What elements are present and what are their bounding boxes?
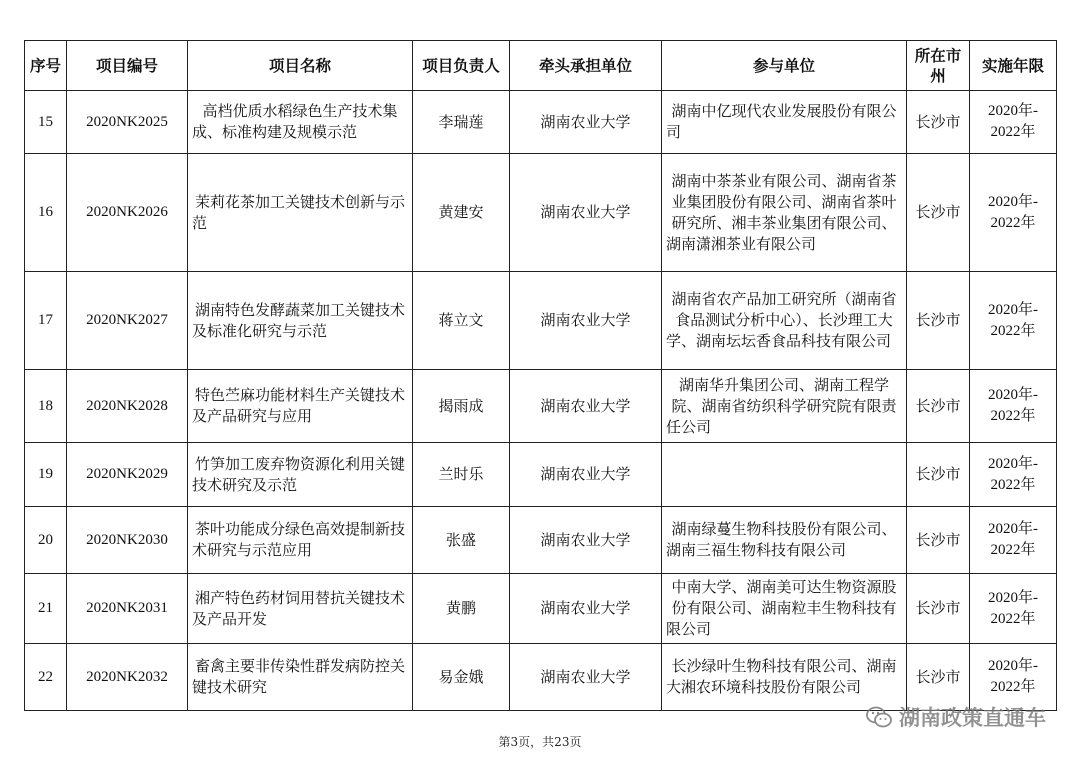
header-partners: 参与单位 — [662, 41, 907, 91]
cell-city: 长沙市 — [907, 272, 970, 370]
table-row — [25, 272, 1057, 370]
cell-city: 长沙市 — [907, 443, 970, 507]
cell-name: 特色苎麻功能材料生产关键技术及产品研究与应用 — [188, 370, 413, 443]
cell-city: 长沙市 — [907, 91, 970, 154]
cell-index: 18 — [25, 370, 67, 443]
period-start: 2020年- — [988, 193, 1038, 210]
header-code: 项目编号 — [67, 41, 188, 91]
header-period: 实施年限 — [970, 41, 1057, 91]
table-row — [25, 574, 1057, 644]
period-end: 2022年 — [990, 476, 1036, 493]
period-start: 2020年- — [988, 103, 1038, 119]
watermark-text: 湖南政策直通车 — [899, 706, 1046, 730]
cell-code: 2020NK2031 — [67, 574, 188, 644]
cell-leader: 李瑞莲 — [413, 91, 510, 154]
period-start: 2020年- — [988, 455, 1038, 472]
cell-period — [970, 644, 1057, 711]
period-start: 2020年- — [988, 589, 1038, 606]
cell-lead-unit: 湖南农业大学 — [510, 91, 662, 154]
header-row — [25, 41, 1057, 91]
period-end: 2022年 — [990, 124, 1036, 140]
cell-lead-unit: 湖南农业大学 — [510, 443, 662, 507]
cell-partners: 中南大学、湖南美可达生物资源股份有限公司、湖南粒丰生物科技有限公司 — [662, 574, 907, 644]
cell-period — [970, 507, 1057, 574]
cell-lead-unit: 湖南农业大学 — [510, 644, 662, 711]
cell-partners: 湖南省农产品加工研究所（湖南省食品测试分析中心）、长沙理工大学、湖南坛坛香食品科技有限公司 — [662, 272, 907, 370]
header-city: 所在市州 — [907, 41, 970, 91]
period-end: 2022年 — [990, 610, 1036, 627]
table-row — [25, 507, 1057, 574]
cell-code: 2020NK2029 — [67, 443, 188, 507]
cell-index: 19 — [25, 443, 67, 507]
cell-city: 长沙市 — [907, 507, 970, 574]
cell-city: 长沙市 — [907, 574, 970, 644]
cell-lead-unit: 湖南农业大学 — [510, 574, 662, 644]
cell-city: 长沙市 — [907, 644, 970, 711]
table-row — [25, 370, 1057, 443]
cell-lead-unit: 湖南农业大学 — [510, 507, 662, 574]
table-row — [25, 443, 1057, 507]
cell-partners: 湖南华升集团公司、湖南工程学院、湖南省纺织科学研究院有限责任公司 — [662, 370, 907, 443]
cell-index: 17 — [25, 272, 67, 370]
cell-code: 2020NK2027 — [67, 272, 188, 370]
cell-leader: 兰时乐 — [413, 443, 510, 507]
header-name: 项目名称 — [188, 41, 413, 91]
cell-name: 竹笋加工废弃物资源化利用关键技术研究及示范 — [188, 443, 413, 507]
cell-name: 茶叶功能成分绿色高效提制新技术研究与示范应用 — [188, 507, 413, 574]
cell-lead-unit: 湖南农业大学 — [510, 272, 662, 370]
period-end: 2022年 — [990, 408, 1036, 424]
table-row — [25, 91, 1057, 154]
period-end: 2022年 — [990, 679, 1036, 695]
cell-period — [970, 154, 1057, 272]
cell-code: 2020NK2028 — [67, 370, 188, 443]
cell-period — [970, 91, 1057, 154]
cell-index: 15 — [25, 91, 67, 154]
header-index: 序号 — [25, 41, 67, 91]
table-row — [25, 154, 1057, 272]
wechat-icon — [865, 705, 893, 729]
cell-partners: 湖南中茶茶业有限公司、湖南省茶业集团股份有限公司、湖南省茶叶研究所、湘丰茶业集团有限公司、湖南潇湘茶业有限公司 — [662, 154, 907, 272]
projects-table — [24, 40, 1057, 711]
cell-lead-unit: 湖南农业大学 — [510, 154, 662, 272]
cell-partners: 长沙绿叶生物科技有限公司、湖南大湘农环境科技股份有限公司 — [662, 644, 907, 711]
cell-code: 2020NK2032 — [67, 644, 188, 711]
cell-name: 畜禽主要非传染性群发病防控关键技术研究 — [188, 644, 413, 711]
cell-leader: 张盛 — [413, 507, 510, 574]
cell-index: 16 — [25, 154, 67, 272]
cell-name: 高档优质水稻绿色生产技术集成、标准构建及规模示范 — [188, 91, 413, 154]
cell-index: 21 — [25, 574, 67, 644]
cell-city: 长沙市 — [907, 370, 970, 443]
watermark — [865, 702, 1046, 732]
cell-partners: 湖南中亿现代农业发展股份有限公司 — [662, 91, 907, 154]
cell-period — [970, 443, 1057, 507]
period-end: 2022年 — [990, 542, 1036, 558]
header-leader: 项目负责人 — [413, 41, 510, 91]
header-lead-unit: 牵头承担单位 — [510, 41, 662, 91]
cell-lead-unit: 湖南农业大学 — [510, 370, 662, 443]
cell-index: 22 — [25, 644, 67, 711]
cell-partners — [662, 443, 907, 507]
cell-name: 湘产特色药材饲用替抗关键技术及产品开发 — [188, 574, 413, 644]
cell-period — [970, 370, 1057, 443]
cell-code: 2020NK2026 — [67, 154, 188, 272]
period-end: 2022年 — [990, 214, 1036, 231]
period-start: 2020年- — [988, 387, 1038, 403]
cell-leader: 黄建安 — [413, 154, 510, 272]
cell-index: 20 — [25, 507, 67, 574]
cell-name: 湖南特色发酵蔬菜加工关键技术及标准化研究与示范 — [188, 272, 413, 370]
cell-code: 2020NK2030 — [67, 507, 188, 574]
page-footer: 第3页，共23页 — [498, 735, 582, 749]
period-end: 2022年 — [990, 322, 1036, 339]
cell-period — [970, 272, 1057, 370]
period-start: 2020年- — [988, 301, 1038, 318]
period-start: 2020年- — [988, 658, 1038, 674]
cell-period — [970, 574, 1057, 644]
cell-name: 茉莉花茶加工关键技术创新与示范 — [188, 154, 413, 272]
table-row — [25, 644, 1057, 711]
cell-leader: 揭雨成 — [413, 370, 510, 443]
cell-leader: 蒋立文 — [413, 272, 510, 370]
period-start: 2020年- — [988, 521, 1038, 537]
cell-partners: 湖南绿蔓生物科技股份有限公司、湖南三福生物科技有限公司 — [662, 507, 907, 574]
cell-leader: 黄鹏 — [413, 574, 510, 644]
cell-code: 2020NK2025 — [67, 91, 188, 154]
cell-city: 长沙市 — [907, 154, 970, 272]
cell-leader: 易金娥 — [413, 644, 510, 711]
